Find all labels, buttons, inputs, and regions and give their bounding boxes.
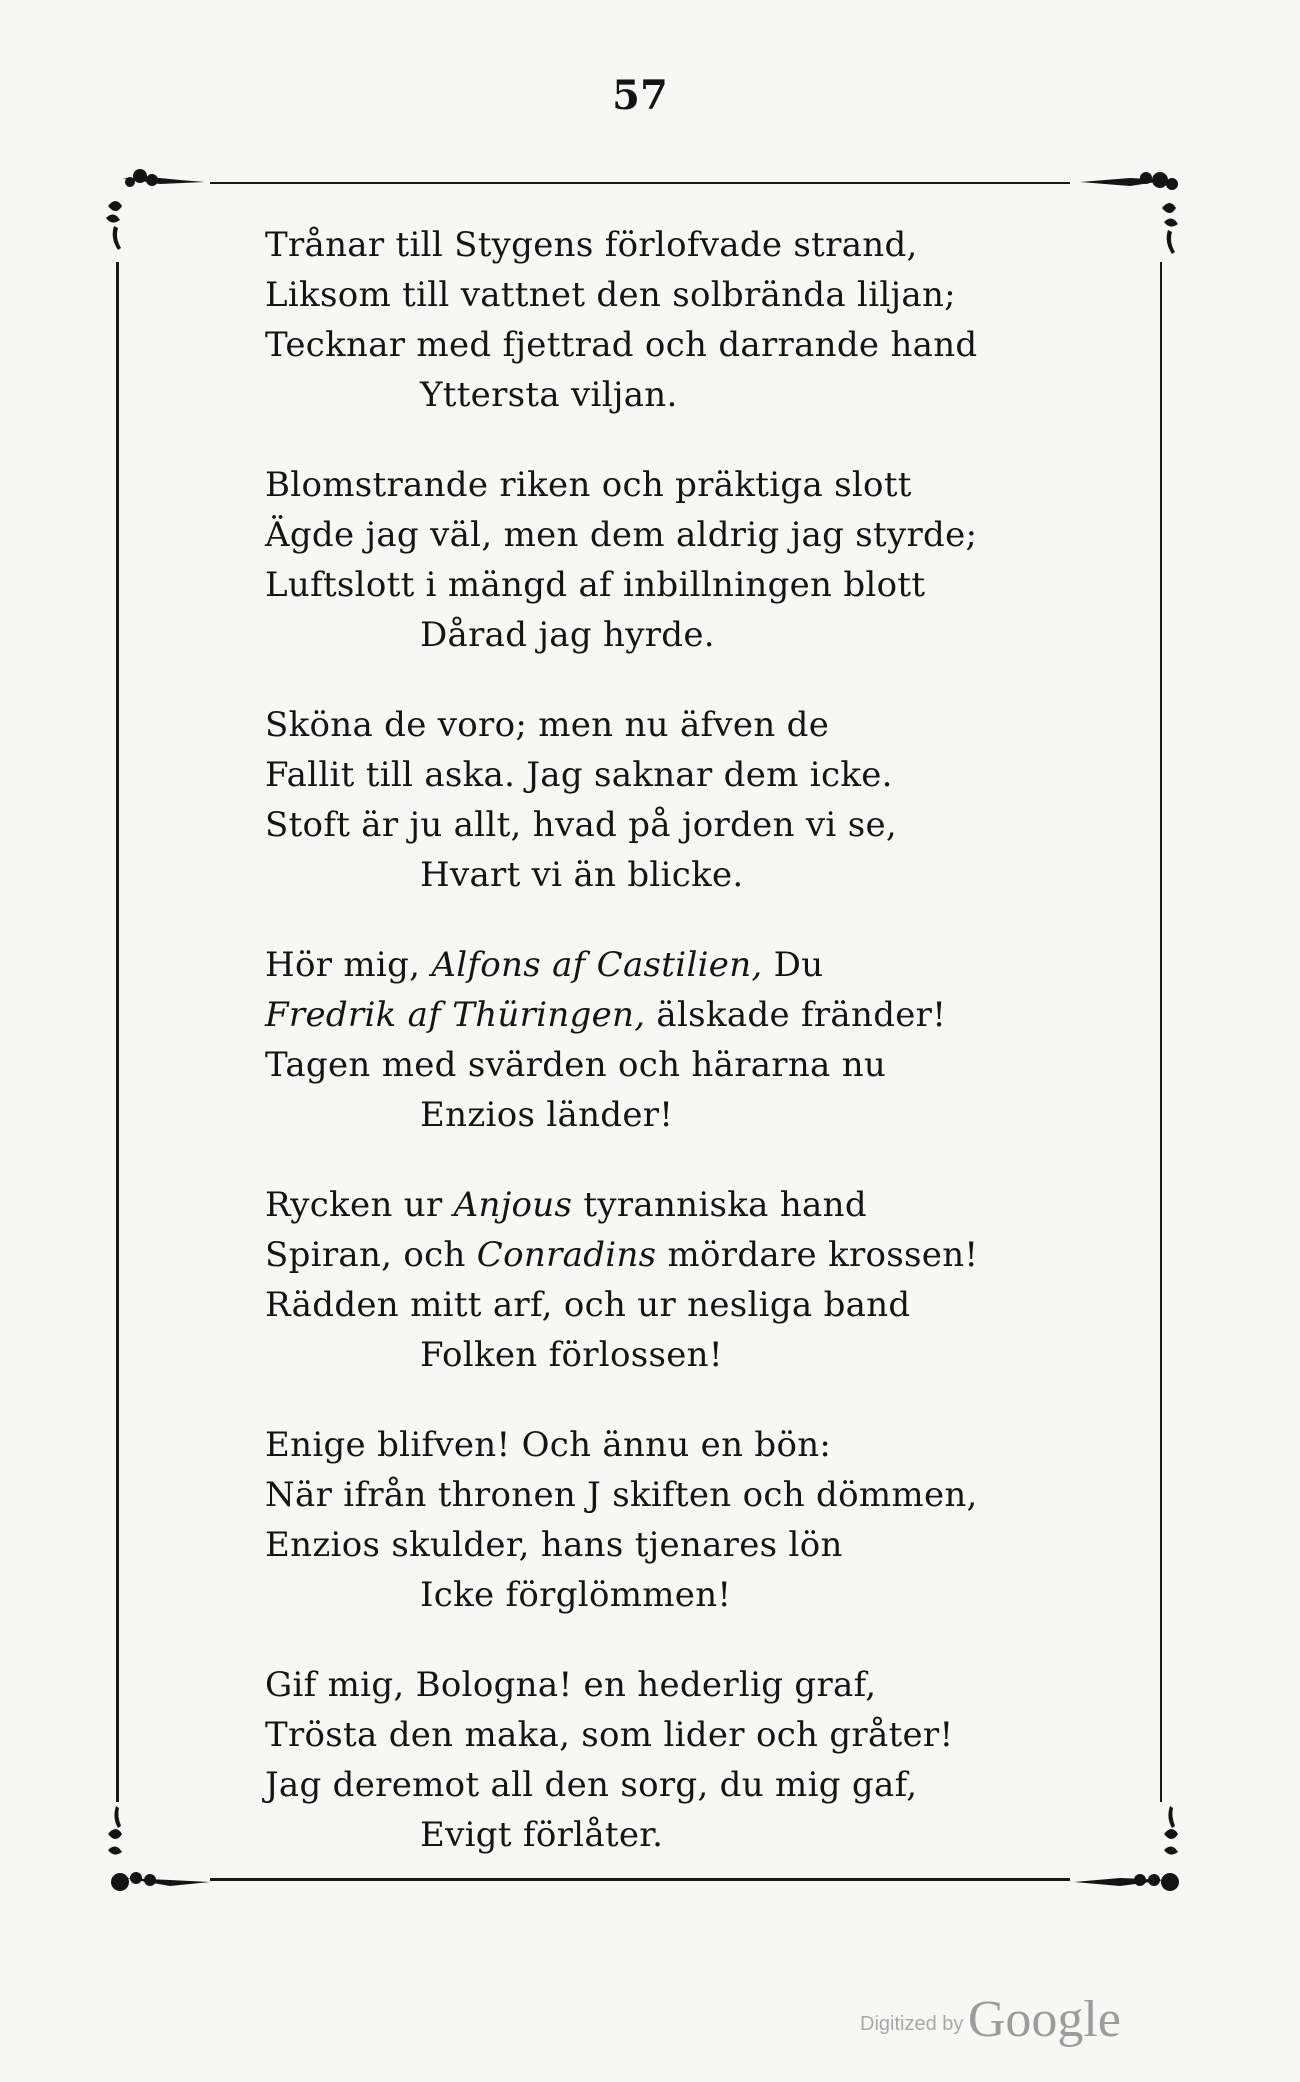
line-text: Du [762,945,824,985]
italic-name: Conradins [476,1235,657,1275]
ornament-bottom-left-icon [100,1800,220,1910]
poem-line: Ägde jag väl, men dem aldrig jag styrde; [265,515,978,555]
poem-line [265,1180,1025,1230]
ornament-top-right-icon [1070,160,1190,270]
stanza-2 [265,460,1025,660]
poem-line [265,940,1025,990]
poem-line: Folken förlossen! [420,1335,723,1375]
poem-line: Enige blifven! Och ännu en bön: [265,1425,832,1465]
right-rule [1160,262,1162,1802]
poem-line [265,990,1025,1040]
stanza-6 [265,1420,1025,1620]
poem-line: Stoft är ju allt, hvad på jorden vi se, [265,805,897,845]
line-text: mördare krossen! [656,1235,979,1275]
italic-name: Alfons af Castilien, [431,945,763,985]
line-text: Rycken ur [265,1185,454,1225]
stanza-7 [265,1660,1025,1860]
poem-line: Fallit till aska. Jag saknar dem icke. [265,755,893,795]
poem-line: Rädden mitt arf, och ur nesliga band [265,1285,911,1325]
ornament-bottom-right-icon [1070,1800,1190,1910]
google-watermark [860,1990,1121,2049]
poem-line: Liksom till vattnet den solbrända liljan; [265,275,956,315]
poem-line: Enzios länder! [420,1095,674,1135]
top-rule [210,182,1070,184]
poem-line: Dårad jag hyrde. [420,615,715,655]
poem-line: Trösta den maka, som lider och gråter! [265,1715,954,1755]
italic-name: Fredrik af Thüringen, [265,995,646,1035]
poem-line: Jag deremot all den sorg, du mig gaf, [265,1765,918,1805]
poem [265,220,1025,1900]
poem-line: Evigt förlåter. [420,1815,664,1855]
left-rule [116,262,119,1802]
poem-line: Tagen med svärden och härarna nu [265,1045,887,1085]
italic-name: Anjous [453,1185,573,1225]
stanza-4 [265,940,1025,1140]
watermark-brand: Google [967,1991,1121,2048]
stanza-3 [265,700,1025,900]
poem-line: När ifrån thronen J skiften och dömmen, [265,1475,978,1515]
line-text: älskade fränder! [645,995,947,1035]
poem-line: Sköna de voro; men nu äfven de [265,705,830,745]
poem-line: Icke förglömmen! [420,1575,732,1615]
poem-line [265,1230,1025,1280]
watermark-prefix: Digitized by [860,2013,964,2035]
poem-line: Hvart vi än blicke. [420,855,744,895]
ornament-top-left-icon [100,158,220,268]
poem-line: Tecknar med fjettrad och darrande hand [265,325,978,365]
stanza-1 [265,220,1025,420]
page-number: 57 [612,72,668,119]
poem-line: Enzios skulder, hans tjenares lön [265,1525,843,1565]
poem-line: Gif mig, Bologna! en hederlig graf, [265,1665,877,1705]
poem-line: Trånar till Stygens förlofvade strand, [265,225,918,265]
line-text: Hör mig, [265,945,432,985]
poem-line: Yttersta viljan. [420,375,678,415]
line-text: tyranniska hand [572,1185,867,1225]
line-text: Spiran, och [265,1235,477,1275]
poem-line: Luftslott i mängd af inbillningen blott [265,565,926,605]
stanza-5 [265,1180,1025,1380]
poem-line: Blomstrande riken och präktiga slott [265,465,912,505]
